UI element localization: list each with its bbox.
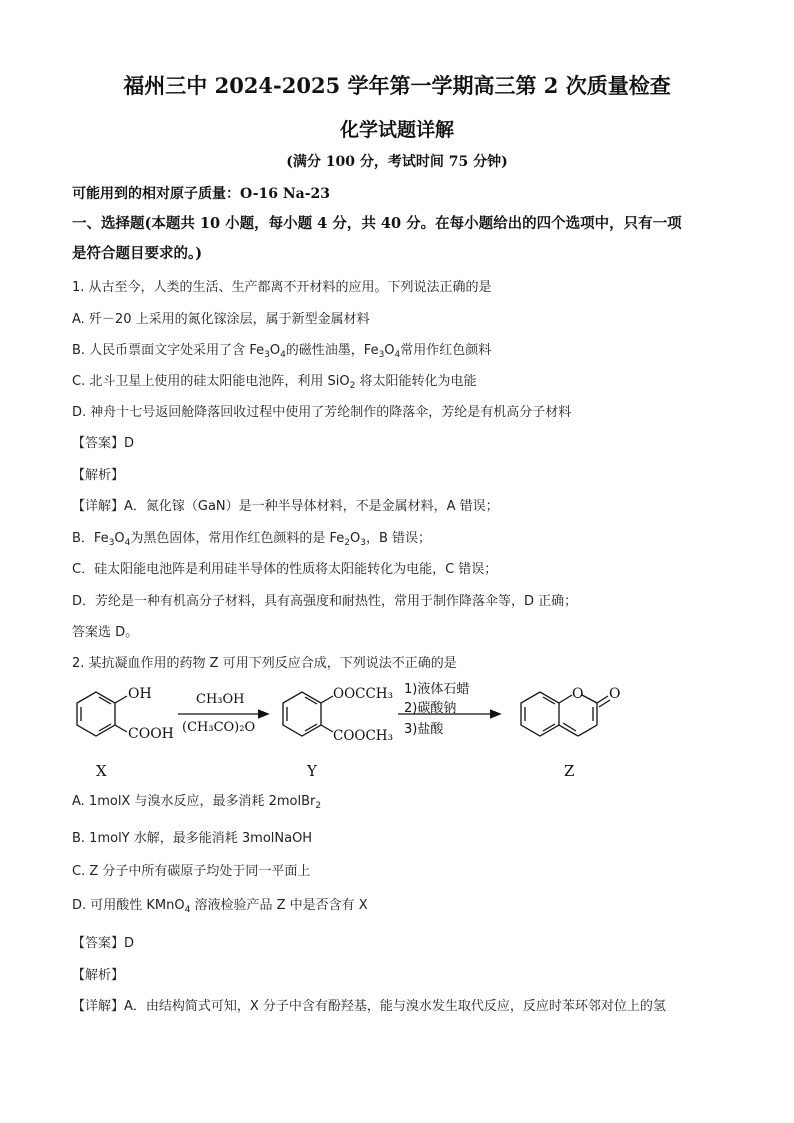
q1-option-d: D. 神舟十七号返回舱降落回收过程中使用了芳纶制作的降落伞，芳纶是有机高分子材料 (72, 405, 572, 420)
reagent-acetic-anhydride: (CH₃CO)₂O (182, 720, 256, 735)
q2-stem: 2. 某抗凝血作用的药物 Z 可用下列反应合成，下列说法不正确的是 (72, 656, 457, 671)
z-ring-oxygen: O (572, 686, 584, 702)
atomic-masses: 可能用到的相对原子质量：O-16 Na-23 (72, 186, 331, 202)
reagent-step-3: 3)盐酸 (404, 722, 444, 737)
x-cooh-group: COOH (128, 726, 174, 742)
q1-detail-c: C．硅太阳能电池阵是利用硅半导体的性质将太阳能转化为电能，C 错误； (72, 562, 498, 577)
q1-detail-d: D．芳纶是一种有机高分子材料，具有高强度和耐热性，常用于制作降落伞等，D 正确； (72, 594, 578, 609)
page-subtitle: 化学试题详解 (339, 119, 454, 141)
q1-answer: 【答案】D (72, 436, 135, 451)
label-z: Z (564, 762, 575, 780)
q1-detail-a: 【详解】A．氮化镓（GaN）是一种半导体材料，不是金属材料，A 错误； (72, 499, 499, 514)
q1-option-a: A. 歼－20 上采用的氮化镓涂层，属于新型金属材料 (72, 312, 370, 327)
label-x: X (96, 762, 107, 780)
z-carbonyl-oxygen: O (609, 686, 621, 702)
section-heading-line2: 是符合题目要求的。) (72, 245, 203, 262)
reagent-methanol: CH₃OH (196, 692, 245, 707)
y-ester-bottom: COOCH₃ (333, 728, 393, 744)
label-y: Y (307, 762, 317, 780)
q1-stem: 1. 从古至今，人类的生活、生产都离不开材料的应用。下列说法正确的是 (72, 280, 492, 295)
reagent-step-1: 1)液体石蜡 (404, 682, 470, 697)
z-benzene-ring (521, 692, 559, 736)
y-ester-top: OOCCH₃ (333, 686, 393, 702)
x-oh-group: OH (128, 686, 152, 702)
x-benzene-ring (77, 692, 115, 736)
q1-option-b: B. 人民币票面文字处采用了含 $Fe_3O_4$的磁性油墨，$Fe_3O_4$常用作红色颜料 (72, 343, 492, 360)
q2-answer: 【答案】D (72, 936, 135, 951)
q2-option-b: B. 1molY 水解，最多能消耗 3molNaOH (72, 831, 313, 846)
q1-detail-b: B．$Fe_3O_4$为黑色固体，常用作红色颜料的是 $Fe_2O_3$，B 错误； (72, 531, 432, 548)
q1-analysis-label: 【解析】 (72, 468, 125, 483)
q2-analysis-label: 【解析】 (72, 968, 125, 983)
q2-option-a: A. 1molX 与溴水反应，最多消耗 2molBr$_2$ (72, 794, 322, 811)
page-title: 福州三中 2024-2025 学年第一学期高三第 2 次质量检查 (123, 73, 671, 98)
q2-option-d: D. 可用酸性 KMnO$_4$ 溶液检验产品 Z 中是否含有 X (72, 898, 368, 915)
y-benzene-ring (283, 692, 321, 736)
exam-meta: (满分 100 分，考试时间 75 分钟) (286, 154, 508, 170)
section-heading-line1: 一、选择题(本题共 10 小题，每小题 4 分，共 40 分。在每小题给出的四个选项中，只有一项 (72, 215, 682, 232)
q1-option-c: C. 北斗卫星上使用的硅太阳能电池阵，利用 SiO$_2$ 将太阳能转化为电能 (72, 374, 477, 391)
reagent-step-2: 2)碳酸钠 (404, 701, 457, 716)
q2-option-c: C. Z 分子中所有碳原子均处于同一平面上 (72, 864, 311, 879)
q2-detail-a: 【详解】A．由结构简式可知，X 分子中含有酚羟基，能与溴水发生取代反应，反应时苯环邻对位上的氢 (72, 999, 666, 1014)
q1-conclusion: 答案选 D。 (72, 625, 139, 640)
